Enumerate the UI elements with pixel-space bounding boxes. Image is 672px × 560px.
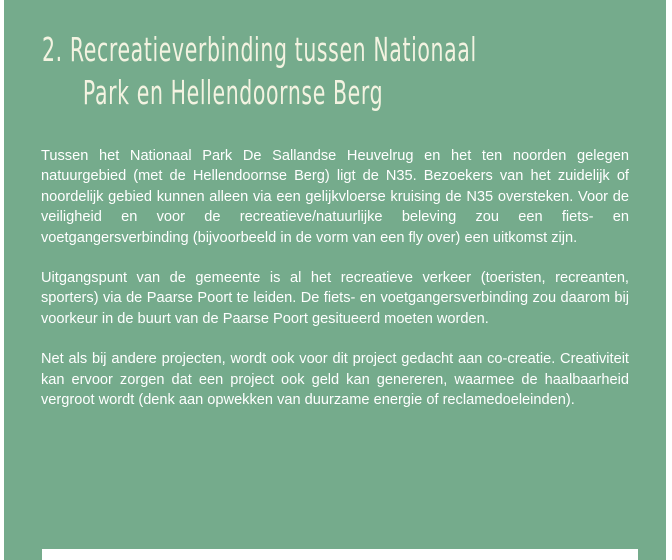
section-title-line-1: 2. Recreatieverbinding tussen Nationaal — [42, 30, 477, 69]
section-body — [41, 146, 629, 430]
body-paragraph-2: Uitgangspunt van de gemeente is al het recreatieve verkeer (toeristen, recreanten, sporters) via de Paarse Poort te leiden. De fiets- en voetgangersverbinding zou daarom bij voorkeur in de buurt van de Paarse Poort gesitueerd moeten worden. — [41, 270, 629, 327]
section-title-line-2: Park en Hellendoornse Berg — [82, 73, 384, 112]
body-paragraph-1: Tussen het Nationaal Park De Sallandse Heuvelrug en het ten noorden gelegen natuurgebied (met de Hellendoornse Berg) ligt de N35. Bezoekers van het zuidelijk of noordelijk gebied kunnen alleen via een gelijkvloerse kruising de N35 oversteken. Voor de veiligheid en voor de recreatieve/natuurlijke beleving zou een fiets- en voetgangersverbinding (bijvoorbeeld in de vorm van een fly over) een uitkomst zijn. — [41, 148, 629, 246]
body-paragraph-3: Net als bij andere projecten, wordt ook voor dit project gedacht aan co-creatie. Creativiteit kan ervoor zorgen dat een project ook geld kan genereren, waarmee de haalbaarheid vergroot wordt (denk aan opwekken van duurzame energie of reclamedoeleinden). — [41, 351, 629, 409]
section-title — [42, 28, 477, 114]
next-content-box — [42, 549, 638, 560]
green-info-panel — [4, 0, 666, 560]
